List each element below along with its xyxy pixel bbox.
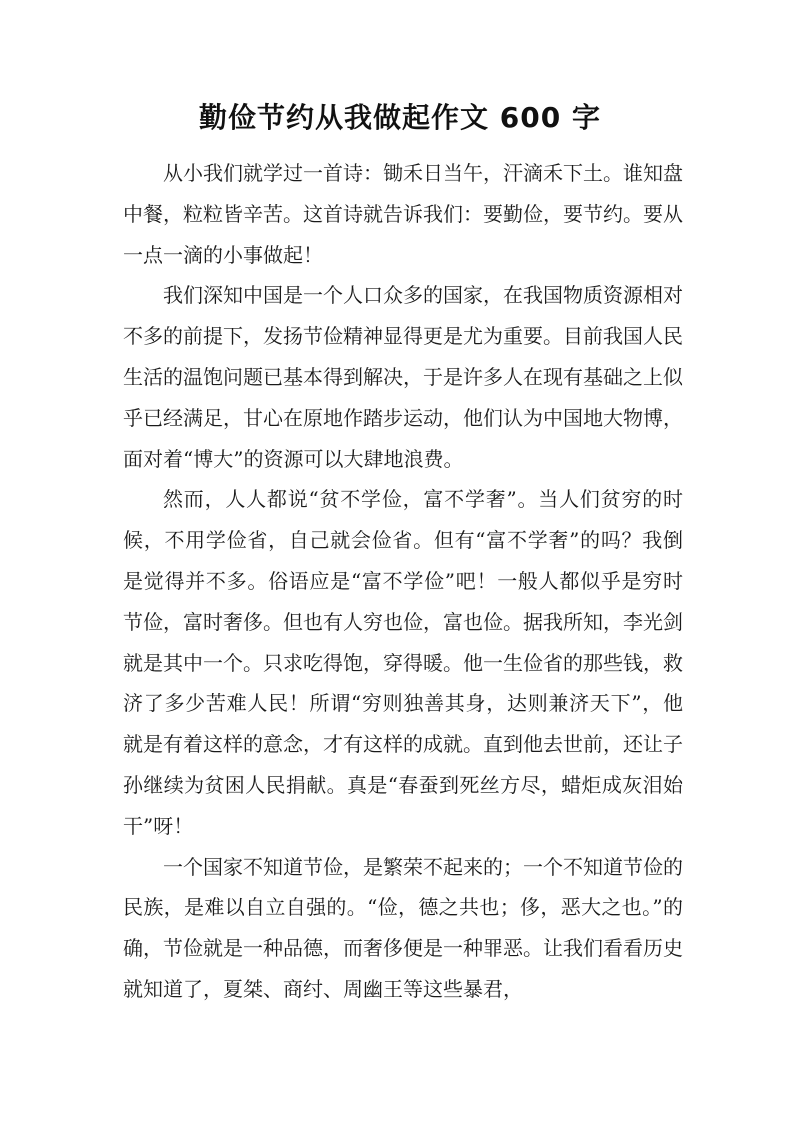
document-title: 勤俭节约从我做起作文 600 字 — [199, 101, 601, 134]
paragraph-4: 一个国家不知道节俭，是繁荣不起来的；一个不知道节俭的民族，是难以自立自强的。“俭，德之共也；侈，恶大之也。”的确，节俭就是一种品德，而奢侈便是一种罪恶。让我们看看历史就知道了，夏桀、商纣、周幽王等这些暴君， — [123, 854, 683, 1001]
document-body — [123, 153, 683, 1010]
paragraph-3: 然而，人人都说“贫不学俭，富不学奢”。当人们贫穷的时候，不用学俭省，自己就会俭省。但有“富不学奢”的吗？我倒是觉得并不多。俗语应是“富不学俭”吧！一般人都似乎是穷时节俭，富时奢侈。但也有人穷也俭，富也俭。据我所知，李光剑就是其中一个。只求吃得饱，穿得暖。他一生俭省的那些钱，救济了多少苦难人民！所谓“穷则独善其身，达则兼济天下”，他就是有着这样的意念，才有这样的成就。直到他去世前，还让子孙继续为贫困人民捐献。真是“春蚕到死丝方尽，蜡炬成灰泪始干”呀！ — [123, 487, 683, 838]
paragraph-2: 我们深知中国是一个人口众多的国家，在我国物质资源相对不多的前提下，发扬节俭精神显得更是尤为重要。目前我国人民生活的温饱问题已基本得到解决，于是许多人在现有基础之上似乎已经满足，甘心在原地作踏步运动，他们认为中国地大物博，面对着“博大”的资源可以大肆地浪费。 — [123, 283, 683, 471]
paragraph-1: 从小我们就学过一首诗：锄禾日当午，汗滴禾下土。谁知盘中餐，粒粒皆辛苦。这首诗就告诉我们：要勤俭，要节约。要从一点一滴的小事做起！ — [123, 161, 683, 267]
